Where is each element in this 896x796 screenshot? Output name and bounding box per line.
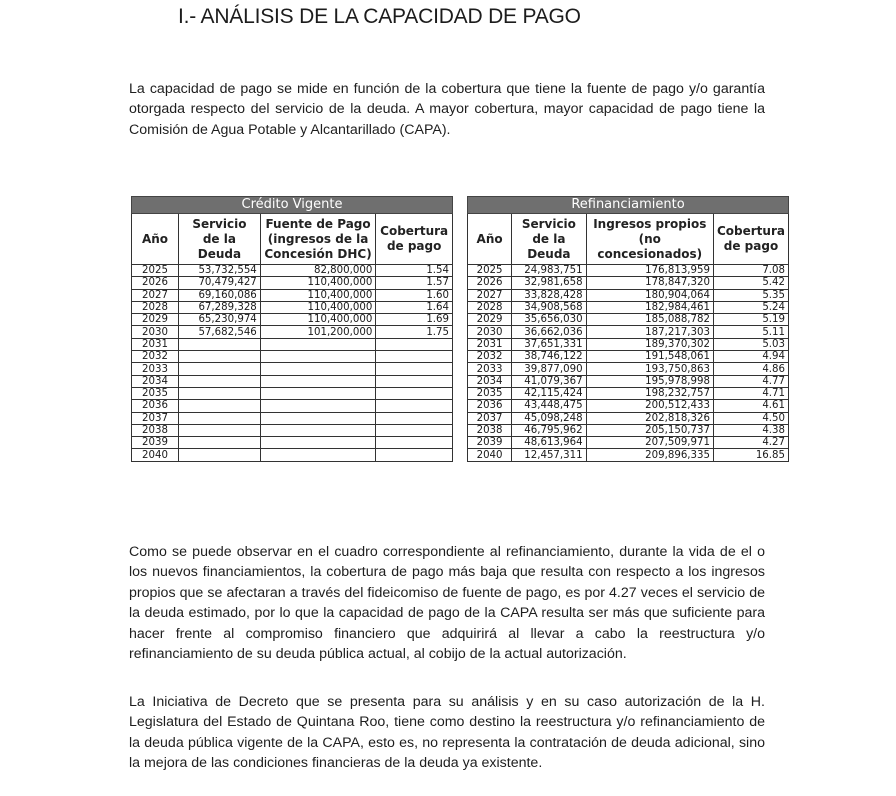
table-row	[132, 375, 453, 387]
cell-debt-service	[179, 424, 261, 436]
cell-year: 2036	[468, 400, 512, 412]
cell-debt-service: 57,682,546	[179, 326, 261, 338]
cell-coverage: 4.77	[713, 375, 788, 387]
cell-income	[260, 424, 376, 436]
section-title: I.- ANÁLISIS DE LA CAPACIDAD DE PAGO	[178, 5, 581, 28]
table-row	[468, 363, 789, 375]
cell-year: 2040	[132, 449, 179, 461]
cell-income: 200,512,433	[586, 400, 713, 412]
cell-income	[260, 387, 376, 399]
cell-debt-service: 35,656,030	[512, 314, 586, 326]
cell-year: 2029	[468, 314, 512, 326]
cell-coverage	[376, 412, 453, 424]
cell-debt-service	[179, 375, 261, 387]
cell-year: 2027	[468, 289, 512, 301]
table-body	[132, 265, 453, 462]
cell-coverage	[376, 424, 453, 436]
cell-income: 205,150,737	[586, 424, 713, 436]
cell-debt-service: 70,479,427	[179, 277, 261, 289]
intro-paragraph: La capacidad de pago se mide en función de la cobertura que tiene la fuente de pago y/o garantía otorgada respecto del servicio de la deuda. A mayor cobertura, mayor capacidad de pago tiene la Comisión de Agua Potable y Alcantarillado (CAPA).	[129, 81, 765, 138]
cell-income: 101,200,000	[260, 326, 376, 338]
cell-income	[260, 412, 376, 424]
cell-debt-service	[179, 363, 261, 375]
table-row	[468, 387, 789, 399]
table-row	[132, 314, 453, 326]
cell-income: 178,847,320	[586, 277, 713, 289]
cell-debt-service: 46,795,962	[512, 424, 586, 436]
cell-debt-service: 24,983,751	[512, 265, 586, 277]
cell-year: 2027	[132, 289, 179, 301]
cell-coverage: 4.94	[713, 351, 788, 363]
cell-debt-service: 53,732,554	[179, 265, 261, 277]
cell-income: 176,813,959	[586, 265, 713, 277]
cell-debt-service: 45,098,248	[512, 412, 586, 424]
cell-year: 2030	[132, 326, 179, 338]
cell-year: 2028	[132, 301, 179, 313]
cell-year: 2036	[132, 400, 179, 412]
cell-debt-service: 32,981,658	[512, 277, 586, 289]
cell-coverage: 4.61	[713, 400, 788, 412]
column-header-coverage: Cobertura de pago	[713, 214, 788, 265]
cell-year: 2032	[132, 351, 179, 363]
cell-income	[260, 375, 376, 387]
column-header-year: Año	[132, 214, 179, 265]
column-header-coverage: Cobertura de pago	[376, 214, 453, 265]
cell-coverage: 1.57	[376, 277, 453, 289]
cell-income: 180,904,064	[586, 289, 713, 301]
table-title: Refinanciamiento	[468, 197, 789, 214]
cell-year: 2031	[132, 338, 179, 350]
cell-income	[260, 449, 376, 461]
cell-year: 2037	[132, 412, 179, 424]
cell-year: 2025	[468, 265, 512, 277]
cell-coverage	[376, 400, 453, 412]
cell-coverage: 4.86	[713, 363, 788, 375]
table-row	[132, 265, 453, 277]
table-row	[132, 400, 453, 412]
cell-debt-service: 42,115,424	[512, 387, 586, 399]
cell-income: 193,750,863	[586, 363, 713, 375]
cell-coverage	[376, 338, 453, 350]
cell-coverage: 5.35	[713, 289, 788, 301]
table-row	[468, 424, 789, 436]
cell-debt-service: 43,448,475	[512, 400, 586, 412]
table-body	[468, 265, 789, 462]
cell-income: 110,400,000	[260, 277, 376, 289]
cell-coverage: 5.19	[713, 314, 788, 326]
cell-year: 2040	[468, 449, 512, 461]
table-row	[132, 387, 453, 399]
cell-coverage: 4.71	[713, 387, 788, 399]
table-row	[468, 338, 789, 350]
table-row	[468, 375, 789, 387]
cell-coverage: 1.64	[376, 301, 453, 313]
cell-income: 182,984,461	[586, 301, 713, 313]
decree-paragraph: La Iniciativa de Decreto que se presenta para su análisis y en su caso autorización de la H. Legislatura del Estado de Quintana Roo, tiene como destino la reestructura y/o refinanciamiento de la deuda pública vigente de la CAPA, esto es, no representa la contratación de deuda adicional, sino la mejora de las condiciones financieras de la deuda ya existente.	[129, 694, 765, 772]
cell-income	[260, 437, 376, 449]
cell-year: 2029	[132, 314, 179, 326]
table-row	[132, 326, 453, 338]
cell-year: 2038	[132, 424, 179, 436]
table-row	[132, 424, 453, 436]
cell-coverage: 1.69	[376, 314, 453, 326]
table-row	[132, 289, 453, 301]
cell-income: 110,400,000	[260, 314, 376, 326]
cell-debt-service: 34,908,568	[512, 301, 586, 313]
cell-debt-service	[179, 412, 261, 424]
cell-year: 2030	[468, 326, 512, 338]
cell-coverage: 4.38	[713, 424, 788, 436]
table-row	[132, 277, 453, 289]
cell-year: 2035	[468, 387, 512, 399]
table-row	[132, 301, 453, 313]
column-header-own-income: Ingresos propios (no concesionados)	[586, 214, 713, 265]
cell-coverage: 1.60	[376, 289, 453, 301]
table-row	[468, 326, 789, 338]
cell-coverage: 5.42	[713, 277, 788, 289]
cell-income: 110,400,000	[260, 289, 376, 301]
cell-coverage: 5.03	[713, 338, 788, 350]
table-row	[468, 412, 789, 424]
cell-income: 82,800,000	[260, 265, 376, 277]
table-row	[468, 301, 789, 313]
column-header-debt-service: Servicio de la Deuda	[179, 214, 261, 265]
cell-income: 191,548,061	[586, 351, 713, 363]
cell-coverage: 4.27	[713, 437, 788, 449]
column-header-debt-service: Servicio de la Deuda	[512, 214, 586, 265]
cell-debt-service: 39,877,090	[512, 363, 586, 375]
cell-income: 202,818,326	[586, 412, 713, 424]
cell-debt-service: 69,160,086	[179, 289, 261, 301]
table-row	[132, 351, 453, 363]
table-row	[468, 400, 789, 412]
analysis-paragraph: Como se puede observar en el cuadro correspondiente al refinanciamiento, durante la vida de el o los nuevos financiamientos, la cobertura de pago más baja que resulta con respecto a los ingresos propios que se afectaran a través del fideicomiso de fuente de pago, es por 4.27 veces el servicio de la deuda estimado, por lo que la capacidad de pago de la CAPA resulta ser más que suficiente para hacer frente al compromiso financiero que adquirirá al llevar a cabo la reestructura y/o refinanciamiento de su deuda pública actual, al cobijo de la actual autorización.	[129, 544, 765, 663]
table-row	[132, 449, 453, 461]
cell-income: 198,232,757	[586, 387, 713, 399]
table-row	[468, 437, 789, 449]
cell-debt-service: 38,746,122	[512, 351, 586, 363]
cell-debt-service	[179, 400, 261, 412]
cell-debt-service: 48,613,964	[512, 437, 586, 449]
cell-year: 2035	[132, 387, 179, 399]
cell-year: 2033	[132, 363, 179, 375]
column-header-year: Año	[468, 214, 512, 265]
table-row	[468, 351, 789, 363]
cell-year: 2038	[468, 424, 512, 436]
cell-year: 2033	[468, 363, 512, 375]
cell-coverage: 7.08	[713, 265, 788, 277]
cell-coverage	[376, 449, 453, 461]
cell-debt-service	[179, 387, 261, 399]
cell-year: 2032	[468, 351, 512, 363]
cell-income	[260, 351, 376, 363]
cell-year: 2026	[132, 277, 179, 289]
cell-income: 185,088,782	[586, 314, 713, 326]
cell-year: 2026	[468, 277, 512, 289]
table-title: Crédito Vigente	[132, 197, 453, 214]
cell-debt-service: 12,457,311	[512, 449, 586, 461]
cell-year: 2025	[132, 265, 179, 277]
cell-income: 195,978,998	[586, 375, 713, 387]
refinanciamiento-table	[467, 196, 789, 462]
cell-debt-service: 67,289,328	[179, 301, 261, 313]
cell-debt-service: 33,828,428	[512, 289, 586, 301]
cell-debt-service	[179, 338, 261, 350]
cell-income: 110,400,000	[260, 301, 376, 313]
table-row	[468, 277, 789, 289]
cell-coverage: 4.50	[713, 412, 788, 424]
cell-year: 2034	[468, 375, 512, 387]
cell-year: 2039	[468, 437, 512, 449]
cell-year: 2031	[468, 338, 512, 350]
cell-coverage	[376, 437, 453, 449]
table-row	[468, 449, 789, 461]
cell-coverage: 16.85	[713, 449, 788, 461]
cell-coverage: 1.54	[376, 265, 453, 277]
cell-income: 187,217,303	[586, 326, 713, 338]
column-header-payment-source: Fuente de Pago (ingresos de la Concesión DHC)	[260, 214, 376, 265]
table-row	[132, 412, 453, 424]
cell-income	[260, 363, 376, 375]
table-row	[132, 437, 453, 449]
cell-year: 2034	[132, 375, 179, 387]
cell-income: 189,370,302	[586, 338, 713, 350]
table-row	[132, 338, 453, 350]
cell-debt-service: 41,079,367	[512, 375, 586, 387]
cell-debt-service	[179, 449, 261, 461]
table-row	[468, 314, 789, 326]
cell-debt-service: 36,662,036	[512, 326, 586, 338]
cell-coverage	[376, 351, 453, 363]
cell-debt-service	[179, 351, 261, 363]
cell-income	[260, 338, 376, 350]
cell-year: 2037	[468, 412, 512, 424]
table-row	[468, 265, 789, 277]
cell-coverage: 1.75	[376, 326, 453, 338]
cell-income: 207,509,971	[586, 437, 713, 449]
credito-vigente-table	[131, 196, 453, 462]
cell-debt-service: 37,651,331	[512, 338, 586, 350]
cell-year: 2039	[132, 437, 179, 449]
cell-coverage: 5.11	[713, 326, 788, 338]
cell-coverage	[376, 387, 453, 399]
cell-income	[260, 400, 376, 412]
cell-coverage	[376, 375, 453, 387]
cell-coverage: 5.24	[713, 301, 788, 313]
cell-year: 2028	[468, 301, 512, 313]
cell-debt-service: 65,230,974	[179, 314, 261, 326]
table-row	[132, 363, 453, 375]
table-row	[468, 289, 789, 301]
cell-coverage	[376, 363, 453, 375]
cell-debt-service	[179, 437, 261, 449]
cell-income: 209,896,335	[586, 449, 713, 461]
